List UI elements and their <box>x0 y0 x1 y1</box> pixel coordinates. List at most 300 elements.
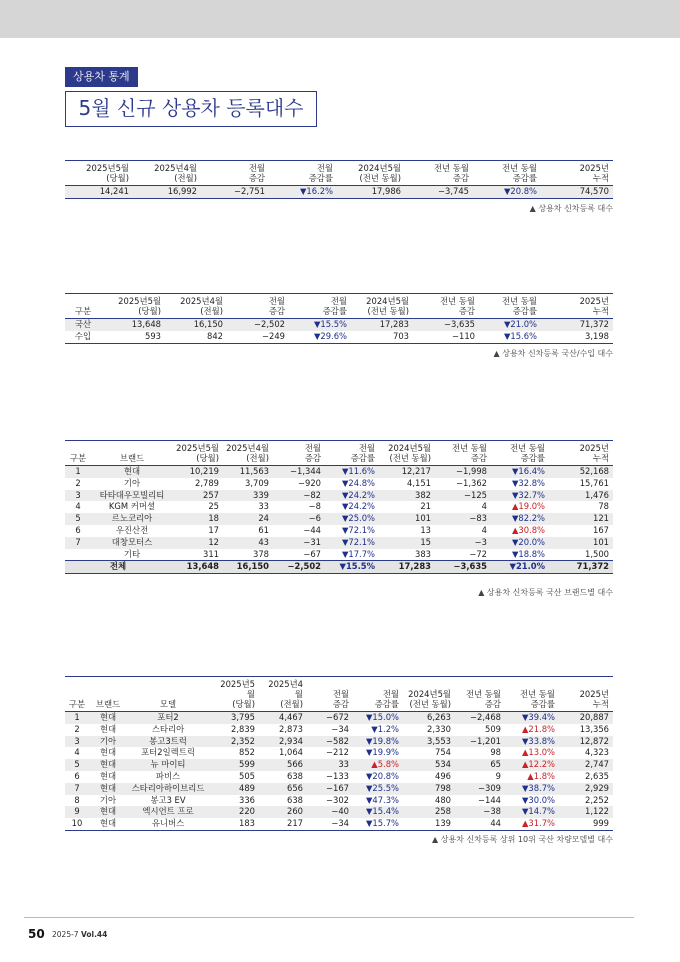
header-row <box>65 441 613 466</box>
model-table <box>65 676 613 831</box>
table-row <box>65 537 613 549</box>
column-header: 전월 증감률 <box>350 443 375 463</box>
table-cell: 10,219 <box>173 466 223 478</box>
table-cell: ▼30.0% <box>521 794 555 805</box>
table-cell: 25 <box>208 501 219 512</box>
table-cell: ▼47.3% <box>365 794 399 805</box>
table-cell: 7 <box>65 537 93 549</box>
table-cell: −920 <box>297 477 321 488</box>
table-cell: 496 <box>435 770 451 781</box>
column-header: 전월 증감률 <box>322 296 347 316</box>
table-cell: ▼38.7% <box>505 783 559 795</box>
table-cell: −212 <box>325 747 349 758</box>
table-cell: ▼15.5% <box>325 561 379 574</box>
table-cell: 봉고3트럭 <box>127 736 211 748</box>
column-header: 전년 동월 증감 <box>451 443 487 463</box>
table-cell: 139 <box>435 818 451 829</box>
table-row <box>65 795 613 807</box>
table-cell: 15 <box>379 537 435 549</box>
table-cell: 5 <box>65 759 91 771</box>
table-cell: 12,217 <box>379 466 435 478</box>
column-header: 모델 <box>159 699 177 709</box>
table-cell: 101 <box>379 513 435 525</box>
table-cell: 852 <box>239 747 255 758</box>
column-header: 구분 <box>68 699 86 709</box>
table-cell: 12 <box>173 537 223 549</box>
column-header: 전월 증감 <box>304 443 321 463</box>
table-cell: 33 <box>258 501 269 512</box>
table-cell: 842 <box>207 330 223 341</box>
table-cell: 현대 <box>93 466 173 478</box>
table-cell: 17,283 <box>379 561 435 574</box>
table-cell: −83 <box>435 513 491 525</box>
table-cell: −3,635 <box>435 561 491 574</box>
table-cell: −125 <box>435 490 491 502</box>
table-cell: 2,252 <box>585 794 609 805</box>
table-cell: 2,635 <box>585 770 609 781</box>
table-cell: 16,150 <box>165 319 227 331</box>
table-cell: 5 <box>65 513 93 525</box>
table-cell: 6 <box>75 524 81 535</box>
table-cell: −1,344 <box>273 466 325 478</box>
table-cell: 기아 <box>99 794 117 805</box>
column-header: 2025년 누적 <box>579 443 609 463</box>
table-cell: 101 <box>549 537 613 549</box>
table-cell: 국산 <box>65 319 103 331</box>
table-cell: −40 <box>307 806 353 818</box>
table-cell: 258 <box>403 806 455 818</box>
table-cell: 2 <box>75 477 81 488</box>
table-cell: 4,467 <box>259 712 307 724</box>
table-cell: 포터2일렉트릭 <box>141 747 195 758</box>
table-cell: 대창모터스 <box>93 537 173 549</box>
table-cell: ▼16.4% <box>491 466 549 478</box>
table-cell: 7 <box>65 783 91 795</box>
table-cell: −1,362 <box>456 477 487 488</box>
table2-note: ▲ 상용차 신차등록 국산/수입 대수 <box>493 349 613 358</box>
table-cell: 257 <box>173 490 223 502</box>
table-cell: −3,635 <box>413 319 479 331</box>
table-cell: 1,500 <box>585 548 609 559</box>
table-cell: −67 <box>303 548 321 559</box>
column-header: 2024년5월 (전년 동월) <box>366 296 409 316</box>
section-tag: 상용차 통계 <box>65 67 138 87</box>
table-row <box>65 736 613 748</box>
table-cell: −2,502 <box>273 561 325 574</box>
table-cell: −34 <box>331 723 349 734</box>
table-cell: 18 <box>173 513 223 525</box>
table-cell: 현대 <box>91 759 127 771</box>
table-row <box>65 759 613 771</box>
table-cell: ▲19.0% <box>511 501 545 512</box>
table-cell: 378 <box>253 548 269 559</box>
table-cell: −82 <box>273 490 325 502</box>
table-cell: 6 <box>74 770 80 781</box>
column-header: 전년 동월 증감 <box>465 689 501 709</box>
table-cell: −31 <box>273 537 325 549</box>
column-header: 2025년5월 (당월) <box>176 443 219 463</box>
table-cell: 336 <box>239 794 255 805</box>
table-cell: 703 <box>393 330 409 341</box>
table-cell: ▲30.8% <box>511 524 545 535</box>
table-cell: ▲5.8% <box>353 759 403 771</box>
table-cell: 11,563 <box>223 466 273 478</box>
table-cell: ▼18.8% <box>511 548 545 559</box>
table-cell: 24 <box>223 513 273 525</box>
table-cell: ▼72.1% <box>341 524 375 535</box>
brand-table <box>65 440 613 574</box>
table-cell: ▼24.8% <box>341 477 375 488</box>
table-cell: 71,372 <box>541 319 613 331</box>
table-cell: −44 <box>303 524 321 535</box>
table-cell: ▼16.2% <box>269 186 337 199</box>
table-cell: −133 <box>325 770 349 781</box>
table-cell: ▼21.0% <box>479 319 541 331</box>
table-cell: 15,761 <box>579 477 609 488</box>
table-cell: −249 <box>261 330 285 341</box>
table-cell: 638 <box>287 794 303 805</box>
column-header: 2025년 누적 <box>579 296 609 316</box>
table-cell: ▼17.7% <box>341 548 375 559</box>
column-header: 2025년4월 (전월) <box>226 443 269 463</box>
total-row <box>65 561 613 574</box>
table-cell: 10 <box>71 818 83 829</box>
table4-note: ▲ 상용차 신차등록 상위 10위 국산 차량모델별 대수 <box>432 835 613 844</box>
table-cell: 2,873 <box>279 723 303 734</box>
column-header: 2025년 누적 <box>579 163 609 183</box>
table-cell: ▼24.2% <box>341 501 375 512</box>
table-cell: 509 <box>485 723 501 734</box>
table-cell: −144 <box>477 794 501 805</box>
table-cell: ▼11.6% <box>325 466 379 478</box>
table-cell: 260 <box>259 806 307 818</box>
table-cell: ▲21.8% <box>521 723 555 734</box>
header-row <box>65 677 613 712</box>
table-cell: ▼32.8% <box>511 477 545 488</box>
table-row <box>65 724 613 736</box>
table-cell: 3,709 <box>245 477 269 488</box>
table-row <box>65 549 613 561</box>
column-header: 전년 동월 증감률 <box>519 689 555 709</box>
table-cell: 17,283 <box>351 319 413 331</box>
table-cell: 3,553 <box>403 736 455 748</box>
table-cell: 505 <box>239 770 255 781</box>
table-cell: 4 <box>481 501 487 512</box>
table-cell: 183 <box>239 818 255 829</box>
column-header: 전년 동월 증감률 <box>501 163 537 183</box>
table-cell: −582 <box>307 736 353 748</box>
table-cell: 현대 <box>99 747 117 758</box>
column-header: 전월 증감률 <box>308 163 333 183</box>
table-cell: 3,795 <box>211 712 259 724</box>
table-cell: 78 <box>598 501 609 512</box>
table-cell: 현대 <box>91 806 127 818</box>
table-cell: 754 <box>435 747 451 758</box>
table-cell: ▼29.6% <box>313 330 347 341</box>
table-cell: 17,986 <box>337 186 405 199</box>
table-cell: 489 <box>211 783 259 795</box>
table-cell: 383 <box>415 548 431 559</box>
column-header: 2025년 누적 <box>579 689 609 709</box>
column-header: 전월 증감 <box>268 296 285 316</box>
table-cell: 스타리아 <box>151 723 185 734</box>
table-cell: 61 <box>258 524 269 535</box>
table-cell: KGM 커머셜 <box>108 501 156 512</box>
table-cell: 6,263 <box>403 712 455 724</box>
table-cell: 현대 <box>91 783 127 795</box>
table-cell: ▼24.2% <box>325 490 379 502</box>
table-cell: ▼15.4% <box>353 806 403 818</box>
table-cell: 9 <box>65 806 91 818</box>
table-cell: 339 <box>223 490 273 502</box>
table-cell: 13,356 <box>579 723 609 734</box>
table-cell: 2,934 <box>259 736 307 748</box>
table-cell: 스타리아하이브리드 <box>127 783 211 795</box>
table-row <box>65 771 613 783</box>
table-cell: 3 <box>65 736 91 748</box>
column-header: 브랜드 <box>119 453 145 463</box>
table-cell: 480 <box>435 794 451 805</box>
column-header: 전년 동월 증감 <box>439 296 475 316</box>
table-cell: 217 <box>287 818 303 829</box>
table-cell: ▼19.9% <box>365 747 399 758</box>
table-cell: ▼25.0% <box>325 513 379 525</box>
table-cell: 599 <box>211 759 259 771</box>
table-cell: ▼21.0% <box>491 561 549 574</box>
table-cell: 수입 <box>74 330 92 341</box>
table-cell: 33 <box>307 759 353 771</box>
column-header: 2024년5월 (전년 동월) <box>358 163 401 183</box>
table-cell: ▼14.7% <box>505 806 559 818</box>
table-cell: 엑시언트 프로 <box>127 806 211 818</box>
table-cell: ▼15.0% <box>353 712 403 724</box>
column-header: 2025년4월 (전월) <box>268 679 303 709</box>
table-cell: ▲12.2% <box>505 759 559 771</box>
header-row <box>65 161 613 186</box>
table-cell: 382 <box>379 490 435 502</box>
table-row <box>65 783 613 795</box>
table-cell: −302 <box>325 794 349 805</box>
table-cell: 566 <box>259 759 307 771</box>
table-cell: 2 <box>74 723 80 734</box>
table-row <box>65 490 613 502</box>
table-cell: 1,122 <box>559 806 613 818</box>
table-cell: ▼82.2% <box>491 513 549 525</box>
table-cell: ▼15.7% <box>365 818 399 829</box>
table-cell: 9 <box>495 770 501 781</box>
column-header: 2025년5월 (당월) <box>86 163 129 183</box>
table-cell: 98 <box>490 747 501 758</box>
table-row <box>65 818 613 830</box>
table-cell: 봉고3 EV <box>150 794 186 805</box>
footer-divider <box>24 917 634 918</box>
table-cell: ▼20.8% <box>365 770 399 781</box>
page-number: 50 <box>28 927 45 941</box>
table-cell: 뉴 마이티 <box>127 759 211 771</box>
table-row <box>65 501 613 513</box>
column-header: 전월 증감률 <box>374 689 399 709</box>
table-cell: 2,747 <box>559 759 613 771</box>
table-cell: 16,992 <box>133 186 201 199</box>
table-cell: 3,198 <box>585 330 609 341</box>
column-header: 전년 동월 증감률 <box>501 296 537 316</box>
table-cell: 4 <box>75 501 81 512</box>
table-cell: −2,751 <box>201 186 269 199</box>
table-cell: 2,839 <box>231 723 255 734</box>
table-cell: −72 <box>469 548 487 559</box>
table-cell: 74,570 <box>541 186 613 199</box>
column-header: 2025년4월 (전월) <box>180 296 223 316</box>
table-cell: −1,998 <box>435 466 491 478</box>
table-cell: −34 <box>331 818 349 829</box>
table-cell: ▼15.5% <box>289 319 351 331</box>
table-cell: −110 <box>451 330 475 341</box>
table-cell: ▼19.8% <box>353 736 403 748</box>
table-cell: −2,468 <box>455 712 505 724</box>
table-row <box>65 747 613 759</box>
table-cell: 311 <box>203 548 219 559</box>
table-cell: 1,476 <box>549 490 613 502</box>
table-cell: ▼20.8% <box>473 186 541 199</box>
table-row <box>65 466 613 478</box>
table-cell: 기아 <box>123 477 141 488</box>
column-header: 2024년5월 (전년 동월) <box>408 689 451 709</box>
table-cell: 현대 <box>99 723 117 734</box>
column-header: 전월 증감 <box>248 163 265 183</box>
table-cell: 우진산전 <box>115 524 149 535</box>
table-row <box>65 186 613 199</box>
table-cell: 71,372 <box>549 561 613 574</box>
table-cell: 13,648 <box>173 561 223 574</box>
table-cell: 16,150 <box>223 561 273 574</box>
column-header: 2024년5월 (전년 동월) <box>388 443 431 463</box>
table-cell: 현대 <box>91 712 127 724</box>
issue-label: 2025-7 Vol.44 <box>52 930 108 939</box>
table-cell: 220 <box>211 806 259 818</box>
table-cell: 르노코리아 <box>93 513 173 525</box>
table-cell: ▼33.8% <box>505 736 559 748</box>
header-row <box>65 294 613 319</box>
table-cell: −8 <box>308 501 321 512</box>
table-cell: −6 <box>273 513 325 525</box>
table-cell: 포터2 <box>127 712 211 724</box>
column-header: 구분 <box>69 453 87 463</box>
table-cell: 44 <box>490 818 501 829</box>
table-cell: 593 <box>145 330 161 341</box>
table-cell: −309 <box>455 783 505 795</box>
table-cell: 3 <box>65 490 93 502</box>
table-cell: −672 <box>307 712 353 724</box>
table-cell: ▼32.7% <box>491 490 549 502</box>
table-cell: 기타 <box>123 548 141 559</box>
table-cell: 2,330 <box>427 723 451 734</box>
table-cell: 52,168 <box>549 466 613 478</box>
table-cell: 638 <box>287 770 303 781</box>
column-header: 2025년4월 (전월) <box>154 163 197 183</box>
table-cell: 534 <box>403 759 455 771</box>
table-cell: ▼1.2% <box>371 723 399 734</box>
table-cell: 1,064 <box>279 747 303 758</box>
table-cell: 2,352 <box>211 736 259 748</box>
table-row <box>65 806 613 818</box>
table-cell: 1 <box>65 466 93 478</box>
table-cell: 기아 <box>91 736 127 748</box>
table-cell: 현대 <box>99 818 117 829</box>
table-cell: −3,745 <box>405 186 473 199</box>
table-cell: 656 <box>259 783 307 795</box>
table-row <box>65 525 613 537</box>
table-cell: 12,872 <box>559 736 613 748</box>
table-cell: 현대 <box>99 770 117 781</box>
table-cell: 2,929 <box>559 783 613 795</box>
table-cell <box>65 549 93 561</box>
table-cell: 8 <box>74 794 80 805</box>
table-cell: 17 <box>208 524 219 535</box>
table-row <box>65 712 613 724</box>
table-cell: 999 <box>593 818 609 829</box>
table-row <box>65 513 613 525</box>
total-registration-table <box>65 160 613 199</box>
domestic-import-table <box>65 293 613 344</box>
table-cell: 43 <box>223 537 273 549</box>
column-header: 전년 동월 증감 <box>433 163 469 183</box>
column-header: 2025년5월 (당월) <box>220 679 255 709</box>
table-cell: 798 <box>403 783 455 795</box>
table-cell: ▲31.7% <box>521 818 555 829</box>
table-cell: 14,241 <box>65 186 133 199</box>
table-cell: 타타대우모빌리티 <box>93 490 173 502</box>
table-row <box>65 319 613 331</box>
table-cell: −1,201 <box>455 736 505 748</box>
table-cell: −2,502 <box>227 319 289 331</box>
table-cell: 13,648 <box>103 319 165 331</box>
table-cell: 2,789 <box>195 477 219 488</box>
table-cell: 21 <box>420 501 431 512</box>
table-cell: 1 <box>65 712 91 724</box>
table1-note: ▲ 상용차 신차등록 대수 <box>529 204 613 213</box>
column-header: 전월 증감 <box>332 689 349 709</box>
column-header: 2025년5월 (당월) <box>118 296 161 316</box>
table-cell: 파비스 <box>155 770 181 781</box>
table-cell: 20,887 <box>559 712 613 724</box>
top-band <box>0 0 680 38</box>
table-cell: 121 <box>549 513 613 525</box>
table-cell: −167 <box>307 783 353 795</box>
table-cell: −3 <box>435 537 491 549</box>
column-header: 전년 동월 증감률 <box>509 443 545 463</box>
table-cell: ▼25.5% <box>353 783 403 795</box>
table-cell: 4,151 <box>407 477 431 488</box>
table-cell: 65 <box>455 759 505 771</box>
table-cell: 4,323 <box>585 747 609 758</box>
table-cell: 167 <box>593 524 609 535</box>
page-title: 5월 신규 상용차 등록대수 <box>65 91 317 127</box>
table-cell: ▼15.6% <box>503 330 537 341</box>
table3-note: ▲ 상용차 신차등록 국산 브랜드별 대수 <box>478 588 613 597</box>
table-cell: ▲1.8% <box>527 770 555 781</box>
table-cell: 전체 <box>65 561 173 574</box>
table-row <box>65 478 613 490</box>
table-cell: −38 <box>455 806 505 818</box>
table-cell: 4 <box>74 747 80 758</box>
column-header: 브랜드 <box>95 699 121 709</box>
column-header: 구분 <box>74 306 92 316</box>
table-cell: 유니버스 <box>151 818 185 829</box>
table-cell: ▲13.0% <box>521 747 555 758</box>
table-cell: 4 <box>481 524 487 535</box>
table-cell: ▼39.4% <box>505 712 559 724</box>
table-row <box>65 331 613 343</box>
